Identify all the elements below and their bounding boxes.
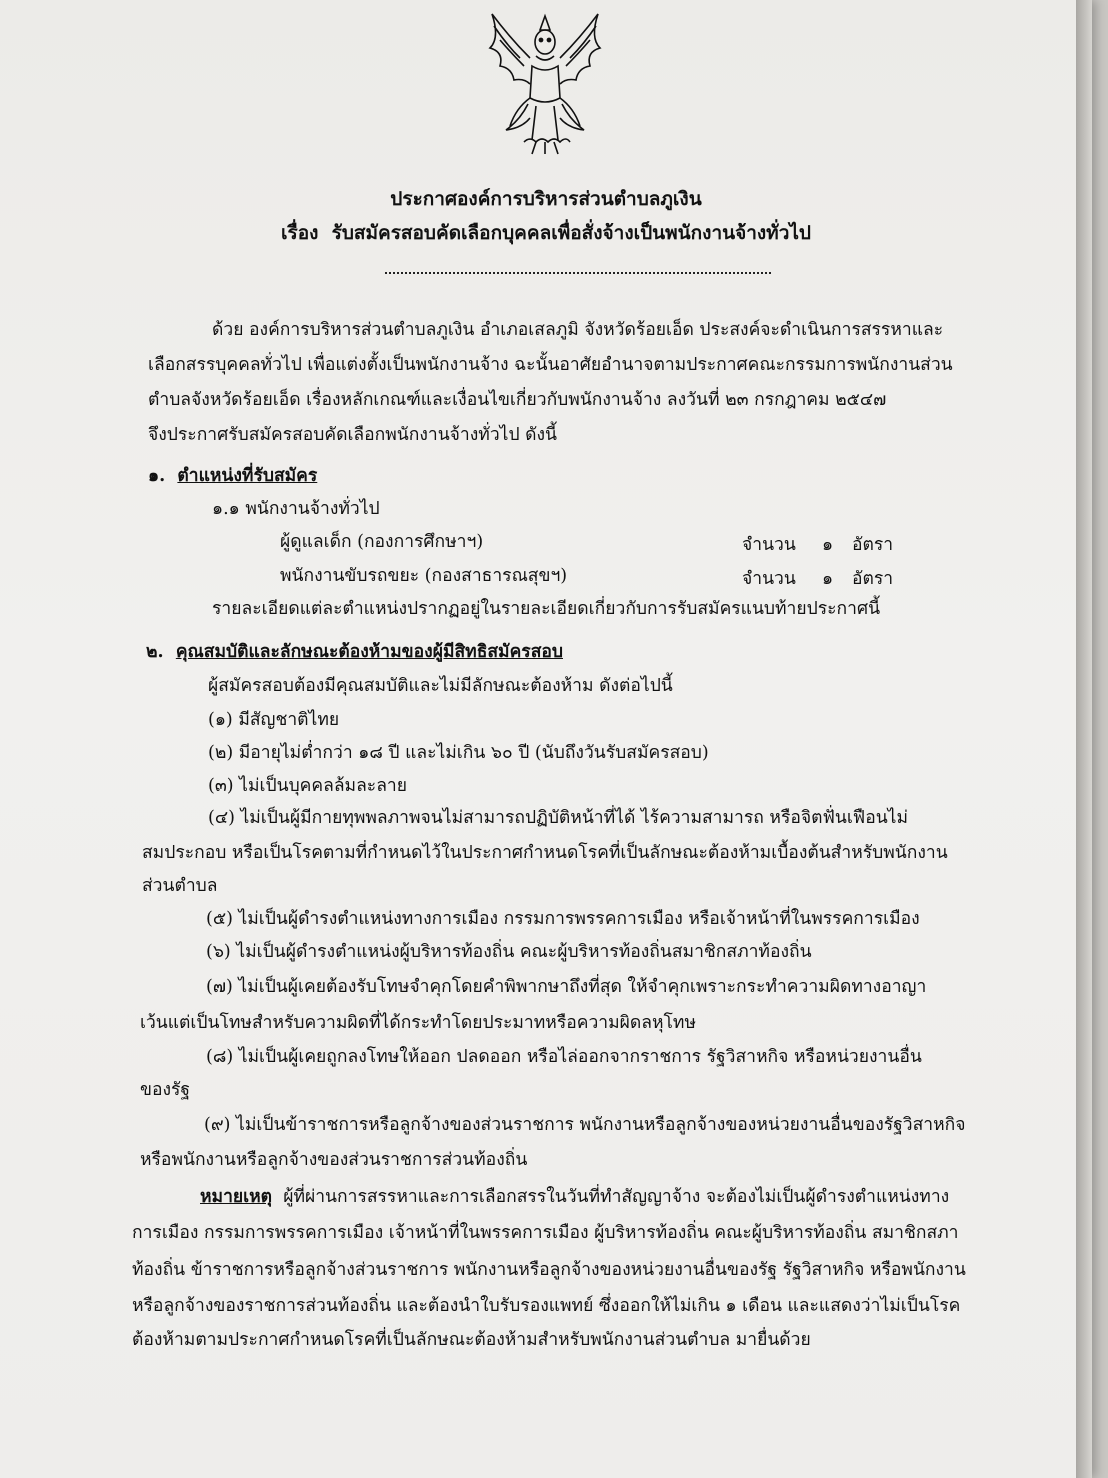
position-qty: ๑ — [822, 535, 834, 555]
position-unit: อัตรา — [852, 569, 894, 589]
intro-line: เลือกสรรบุคคลทั่วไป เพื่อแต่งตั้งเป็นพนักงานจ้าง ฉะนั้นอาศัยอำนาจตามประกาศคณะกรรมการพนักงานส่วน — [148, 355, 953, 375]
section2-heading — [146, 640, 563, 664]
position-qty-label: จำนวน — [742, 535, 796, 555]
qualification-item: (๘) ไม่เป็นผู้เคยถูกลงโทษให้ออก ปลดออก หรือไล่ออกจากราชการ รัฐวิสาหกิจ หรือหน่วยงานอื่น — [206, 1047, 922, 1067]
qualification-item: (๒) มีอายุไม่ต่ำกว่า ๑๘ ปี และไม่เกิน ๖๐ ปี (นับถึงวันรับสมัครสอบ) — [208, 743, 709, 763]
qualification-item: ส่วนตำบล — [142, 876, 218, 896]
section2-title: คุณสมบัติและลักษณะต้องห้ามของผู้มีสิทธิสมัครสอบ — [175, 642, 563, 662]
garuda-emblem — [470, 8, 620, 158]
qualification-item: (๑) มีสัญชาติไทย — [208, 710, 340, 730]
remark-line: ต้องห้ามตามประกาศกำหนดโรคที่เป็นลักษณะต้องห้ามสำหรับพนักงานส่วนตำบล มายื่นด้วย — [132, 1330, 811, 1350]
position-name: ผู้ดูแลเด็ก (กองการศึกษาฯ) — [280, 532, 484, 552]
remark-label: หมายเหตุ — [200, 1187, 273, 1207]
subject-text: รับสมัครสอบคัดเลือกบุคคลเพื่อสั่งจ้างเป็นพนักงานจ้างทั่วไป — [331, 222, 811, 244]
qualification-item: (๙) ไม่เป็นข้าราชการหรือลูกจ้างของส่วนราชการ พนักงานหรือลูกจ้างของหน่วยงานอื่นของรัฐวิสาหกิจ — [204, 1115, 966, 1135]
qualification-item: (๕) ไม่เป็นผู้ดำรงตำแหน่งทางการเมือง กรรมการพรรคการเมือง หรือเจ้าหน้าที่ในพรรคการเมือง — [206, 909, 920, 929]
qualification-item: หรือพนักงานหรือลูกจ้างของส่วนราชการส่วนท้องถิ่น — [140, 1150, 528, 1170]
remark-line: การเมือง กรรมการพรรคการเมือง เจ้าหน้าที่ในพรรคการเมือง ผู้บริหารท้องถิ่น คณะผู้บริหารท้องถิ่น สมาชิกสภา — [132, 1223, 959, 1243]
qualification-item: (๖) ไม่เป็นผู้ดำรงตำแหน่งผู้บริหารท้องถิ่น คณะผู้บริหารท้องถิ่นสมาชิกสภาท้องถิ่น — [206, 942, 812, 962]
section1-number: ๑. — [148, 466, 166, 486]
section1-note: รายละเอียดแต่ละตำแหน่งปรากฏอยู่ในรายละเอียดเกี่ยวกับการรับสมัครแนบท้ายประกาศนี้ — [212, 599, 881, 619]
remark-line: หรือลูกจ้างของราชการส่วนท้องถิ่น และต้องนำใบรับรองแพทย์ ซึ่งออกให้ไม่เกิน ๑ เดือน และแสดงว่าไม่เป็นโรค — [132, 1296, 961, 1316]
qualification-item: เว้นแต่เป็นโทษสำหรับความผิดที่ได้กระทำโดยประมาทหรือความผิดลหุโทษ — [140, 1013, 696, 1033]
intro-line: ด้วย องค์การบริหารส่วนตำบลภูเงิน อำเภอเสลภูมิ จังหวัดร้อยเอ็ด ประสงค์จะดำเนินการสรรหาและ — [212, 320, 944, 340]
qualification-item: (๓) ไม่เป็นบุคคลล้มละลาย — [208, 776, 408, 796]
qualification-item: (๗) ไม่เป็นผู้เคยต้องรับโทษจำคุกโดยคำพิพากษาถึงที่สุด ให้จำคุกเพราะกระทำความผิดทางอาญา — [206, 977, 927, 997]
qualification-item: ของรัฐ — [140, 1080, 191, 1100]
announcement-title: ประกาศองค์การบริหารส่วนตำบลภูเงิน — [390, 188, 702, 210]
remark-text: ผู้ที่ผ่านการสรรหาและการเลือกสรรในวันที่ทำสัญญาจ้าง จะต้องไม่เป็นผู้ดำรงตำแหน่งทาง — [283, 1187, 950, 1207]
remark-line — [200, 1185, 949, 1209]
position-name: พนักงานขับรถขยะ (กองสาธารณสุขฯ) — [280, 566, 568, 586]
qualification-item: (๔) ไม่เป็นผู้มีกายทุพพลภาพจนไม่สามารถปฏิบัติหน้าที่ได้ ไร้ความสามารถ หรือจิตฟั่นเฟือนไม่ — [208, 808, 909, 828]
announcement-subject — [0, 218, 1092, 248]
intro-line: จึงประกาศรับสมัครสอบคัดเลือกพนักงานจ้างทั่วไป ดังนี้ — [148, 425, 558, 445]
dotted-divider — [385, 272, 771, 274]
section1-heading — [148, 464, 317, 488]
section1-sub: ๑.๑ พนักงานจ้างทั่วไป — [212, 499, 380, 519]
qualification-item: สมประกอบ หรือเป็นโรคตามที่กำหนดไว้ในประกาศกำหนดโรคที่เป็นลักษณะต้องห้ามเบื้องต้นสำหรับพนักงาน — [142, 843, 948, 863]
position-unit: อัตรา — [852, 535, 894, 555]
position-qty-label: จำนวน — [742, 569, 796, 589]
section2-number: ๒. — [146, 642, 164, 662]
position-qty: ๑ — [822, 569, 834, 589]
paper-edge-shadow — [1076, 0, 1092, 1478]
remark-line: ท้องถิ่น ข้าราชการหรือลูกจ้างส่วนราชการ พนักงานหรือลูกจ้างของหน่วยงานอื่นของรัฐ รัฐวิสาหกิจ หรือพนักงาน — [132, 1260, 966, 1280]
subject-label: เรื่อง — [281, 222, 319, 244]
section1-title: ตำแหน่งที่รับสมัคร — [177, 466, 318, 486]
intro-line: ตำบลจังหวัดร้อยเอ็ด เรื่องหลักเกณฑ์และเงื่อนไขเกี่ยวกับพนักงานจ้าง ลงวันที่ ๒๓ กรกฎาคม ๒๕๔๗ — [148, 390, 887, 410]
section2-intro: ผู้สมัครสอบต้องมีคุณสมบัติและไม่มีลักษณะต้องห้าม ดังต่อไปนี้ — [208, 676, 673, 696]
